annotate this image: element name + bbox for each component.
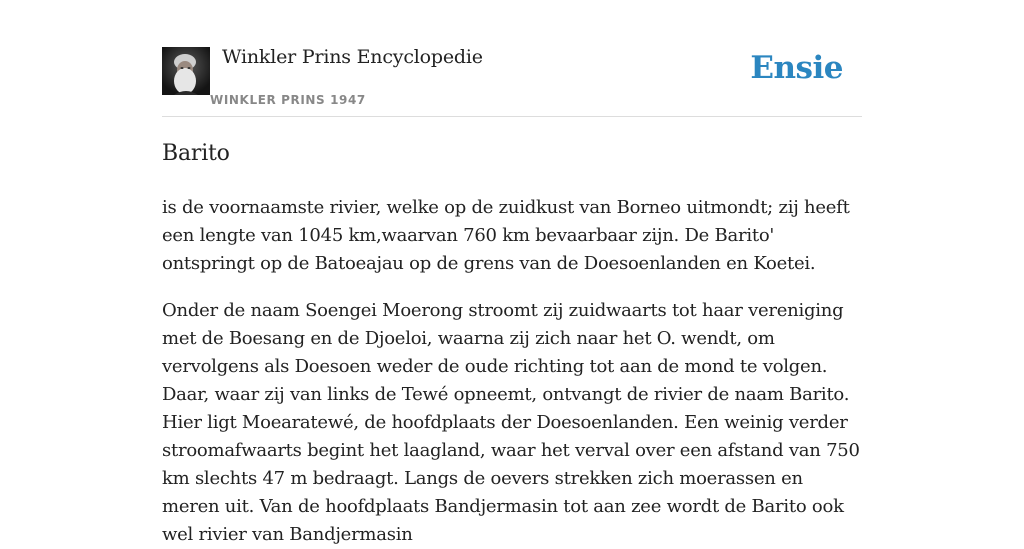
site-name[interactable]: Winkler Prins Encyclopedie <box>222 46 483 68</box>
article-paragraph: is de voornaamste rivier, welke op de zuidkust van Borneo uitmondt; zij heeft een lengte van 1045 km,waarvan 760 km bevaarbaar zijn. De Barito' ontspringt op de Batoeajau op de grens van de Doesoenlanden en Koetei. <box>162 197 850 274</box>
portrait-icon <box>162 47 210 95</box>
site-header <box>162 46 862 117</box>
brand-logo[interactable]: Ensie <box>750 50 843 86</box>
article <box>162 138 862 549</box>
avatar[interactable] <box>162 47 210 95</box>
article-title: Barito <box>162 141 230 166</box>
article-paragraph: Onder de naam Soengei Moerong stroomt zij zuidwaarts tot haar vereniging met de Boesang en de Djoeloi, waarna zij zich naar het O. wendt, om vervolgens als Doesoen weder de oude richting tot aan de mond te volgen. Daar, waar zij van links de Tewé opneemt, ontvangt de rivier de naam Barito. Hier ligt Moearatewé, de hoofdplaats der Doesoenlanden. Een weinig verder stroomafwaarts begint het laagland, waar het verval over een afstand van 750 km slechts 47 m bedraagt. Langs de oevers strekken zich moerassen en meren uit. Van de hoofdplaats Bandjermasin tot aan zee wordt de Barito ook wel rivier van Bandjermasin <box>162 300 860 545</box>
collection-label[interactable]: WINKLER PRINS 1947 <box>210 93 366 107</box>
